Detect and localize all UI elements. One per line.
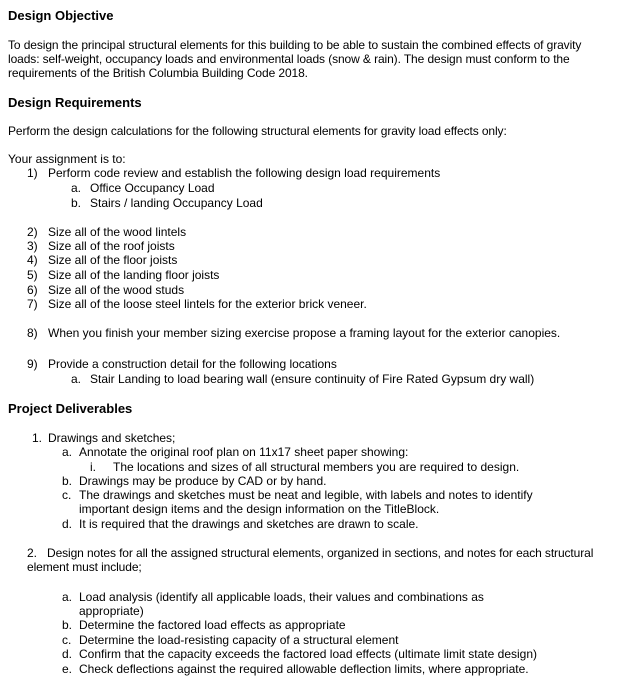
item-9-number: 9) <box>27 357 38 371</box>
item-2-number: 2) <box>27 225 38 239</box>
deliverable-2d-text: Confirm that the capacity exceeds the factored load effects (ultimate limit state design) <box>79 647 538 661</box>
item-1a-text: Office Occupancy Load <box>90 181 215 195</box>
item-4-text: Size all of the floor joists <box>48 253 178 267</box>
item-3-text: Size all of the roof joists <box>48 239 175 253</box>
deliverable-1c-letter: c. <box>62 488 72 502</box>
item-1b-letter: b. <box>71 196 82 210</box>
deliverable-1ai-numeral: i. <box>90 460 96 474</box>
item-6-text: Size all of the wood studs <box>48 283 185 297</box>
item-7-number: 7) <box>27 297 38 311</box>
item-5-number: 5) <box>27 268 38 282</box>
deliverable-2b-letter: b. <box>62 618 73 632</box>
item-8-text: When you finish your member sizing exercise propose a framing layout for the exterior canopies. <box>48 326 561 340</box>
deliverable-2c-letter: c. <box>62 633 72 647</box>
item-7-text: Size all of the loose steel lintels for the exterior brick veneer. <box>48 297 367 311</box>
item-9a-letter: a. <box>71 372 82 386</box>
item-5-text: Size all of the landing floor joists <box>48 268 220 282</box>
item-3-number: 3) <box>27 239 38 253</box>
deliverable-1d-text: It is required that the drawings and sketches are drawn to scale. <box>79 517 419 531</box>
item-9-text: Provide a construction detail for the following locations <box>48 357 337 371</box>
deliverable-1b-text: Drawings may be produce by CAD or by hand. <box>79 474 327 488</box>
deliverable-2-line-2: element must include; <box>27 560 142 574</box>
deliverable-2-number: 2. <box>27 546 37 560</box>
design-objective-heading: Design Objective <box>8 8 114 23</box>
deliverable-1a-text: Annotate the original roof plan on 11x17 sheet paper showing: <box>79 445 409 459</box>
item-8-number: 8) <box>27 326 38 340</box>
deliverable-1-text: Drawings and sketches; <box>48 431 176 445</box>
item-2-text: Size all of the wood lintels <box>48 225 187 239</box>
deliverable-1d-letter: d. <box>62 517 73 531</box>
item-4-number: 4) <box>27 253 38 267</box>
deliverable-2a-line-2: appropriate) <box>79 604 144 618</box>
project-deliverables-heading: Project Deliverables <box>8 401 133 416</box>
deliverable-1-number: 1. <box>32 431 43 445</box>
item-1-text: Perform code review and establish the following design load requirements <box>48 166 441 180</box>
deliverable-1b-letter: b. <box>62 474 73 488</box>
assignment-intro: Your assignment is to: <box>8 152 126 166</box>
deliverable-1ai-text: The locations and sizes of all structural members you are required to design. <box>113 460 520 474</box>
deliverable-2-line-1: Design notes for all the assigned structural elements, organized in sections, and notes for each structural <box>47 546 594 560</box>
deliverable-1c-line-2: important design items and the design information on the TitleBlock. <box>79 502 440 516</box>
item-1a-letter: a. <box>71 181 82 195</box>
item-9a-text: Stair Landing to load bearing wall (ensure continuity of Fire Rated Gypsum dry wall) <box>90 372 535 386</box>
item-6-number: 6) <box>27 283 38 297</box>
deliverable-2d-letter: d. <box>62 647 73 661</box>
deliverable-2b-text: Determine the factored load effects as appropriate <box>79 618 346 632</box>
design-requirements-heading: Design Requirements <box>8 95 142 110</box>
deliverable-2e-text: Check deflections against the required allowable deflection limits, where appropriate. <box>79 662 529 676</box>
deliverable-1a-letter: a. <box>62 445 73 459</box>
item-1-number: 1) <box>27 166 38 180</box>
objective-line-1: To design the principal structural elements for this building to be able to sustain the combined effects of gravity <box>8 38 582 52</box>
objective-line-2: loads: self-weight, occupancy loads and environmental loads (snow & rain). The design must conform to the <box>8 52 570 66</box>
objective-line-3: requirements of the British Columbia Building Code 2018. <box>8 66 308 80</box>
deliverable-2e-letter: e. <box>62 662 73 676</box>
deliverable-1c-line-1: The drawings and sketches must be neat and legible, with labels and notes to identify <box>79 488 533 502</box>
item-1b-text: Stairs / landing Occupancy Load <box>90 196 263 210</box>
deliverable-2a-line-1: Load analysis (identify all applicable loads, their values and combinations as <box>79 590 484 604</box>
deliverable-2a-letter: a. <box>62 590 73 604</box>
requirements-intro: Perform the design calculations for the following structural elements for gravity load effects only: <box>8 124 507 138</box>
deliverable-2c-text: Determine the load-resisting capacity of a structural element <box>79 633 399 647</box>
